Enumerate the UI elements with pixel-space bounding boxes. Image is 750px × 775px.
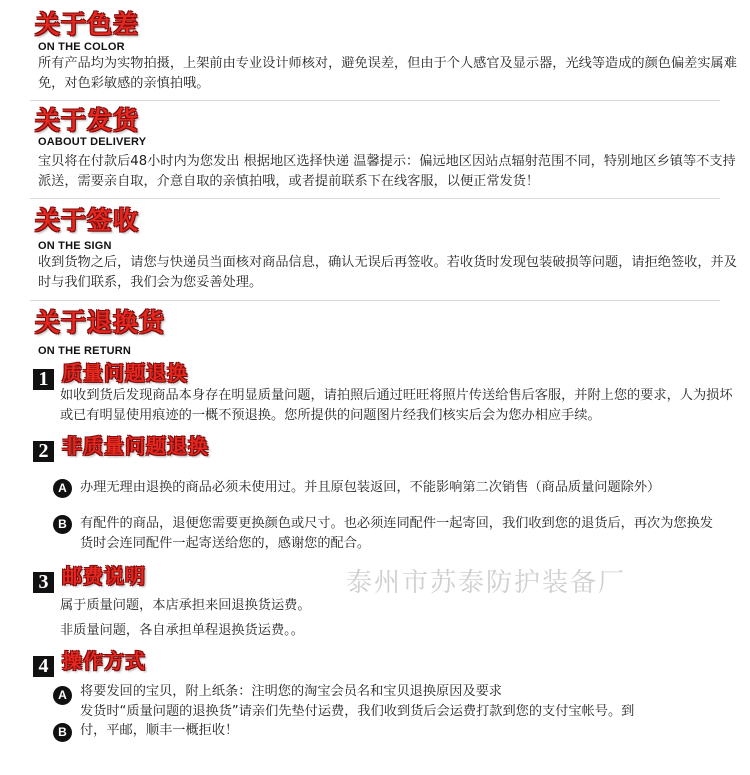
color-subtitle: ON THE COLOR [38, 41, 125, 53]
delivery-text: 宝贝将在付款后48小时内为您发出 根据地区选择快递 温馨提示：偏远地区因站点辐射范围不同，特别地区乡镇等不支持派送，需要亲自取，介意自取的亲慎拍哦，或者提前联系下在线客服，以便正常发货！ [38, 154, 736, 189]
color-title: 关于色差 [35, 10, 140, 39]
sign-text: 收到货物之后，请您与快递员当面核对商品信息，确认无误后再签收。若收货时发现包装破损等问题，请拒绝签收，并及时与我们联系，我们会为您妥善处理。 [38, 255, 737, 290]
operation-item-b-line-2: 付，平邮，顺丰一概拒收！ [80, 723, 239, 738]
quality-return-title: 质量问题退换 [62, 361, 188, 385]
section-number-badge: 1 [33, 369, 54, 390]
operation-item-b-line-1: 发货时“质量问题的退换货”请亲们先垫付运费，我们收到货后会运费打款到您的支付宝帐号。到 [80, 704, 635, 719]
non-quality-item-b: 有配件的商品，退便您需要更换颜色或尺寸。也必须连同配件一起寄回，我们收到您的退货后，再次为您换发货时会连同配件一起寄送给您的，感谢您的配合。 [80, 516, 713, 551]
divider [30, 100, 720, 101]
operation-item-a: 将要发回的宝贝，附上纸条：注明您的淘宝会员名和宝贝退换原因及要求 [80, 684, 502, 699]
section-number-badge: 4 [33, 656, 54, 677]
divider [30, 198, 720, 199]
watermark: 泰州市苏泰防护装备厂 [346, 568, 627, 598]
quality-return-text: 如收到货后发现商品本身存在明显质量问题，请拍照后通过旺旺将照片传送给售后客服，并附上您的要求，人为损坏或已有明显使用痕迹的一概不预退换。您所提供的问题图片经我们核实后会为您办相应手续。 [60, 388, 733, 423]
non-quality-item-a: 办理无理由退换的商品必须未使用过。并且原包装返回，不能影响第二次销售（商品质量问题除外） [80, 480, 661, 495]
item-badge-b: B [53, 723, 72, 742]
shipping-fee-line-2: 非质量问题，各自承担单程退换货运费。。 [60, 623, 304, 638]
item-badge-b: B [53, 515, 72, 534]
section-number-badge: 2 [33, 441, 54, 462]
color-text: 所有产品均为实物拍摄，上架前由专业设计师核对，避免误差，但由于个人感官及显示器，光线等造成的颜色偏差实属难免，对色彩敏感的亲慎拍哦。 [38, 56, 737, 91]
item-badge-a: A [53, 479, 72, 498]
return-subtitle: ON THE RETURN [38, 345, 132, 357]
section-number-badge: 3 [33, 572, 54, 593]
sign-title: 关于签收 [35, 206, 140, 235]
divider [30, 300, 720, 301]
shipping-fee-line-1: 属于质量问题，本店承担来回退换货运费。 [60, 598, 311, 613]
delivery-subtitle: OABOUT DELIVERY [38, 136, 147, 148]
delivery-title: 关于发货 [35, 106, 140, 135]
item-badge-a: A [53, 686, 72, 705]
operation-title: 操作方式 [62, 649, 146, 673]
shipping-fee-title: 邮费说明 [62, 564, 146, 588]
sign-subtitle: ON THE SIGN [38, 240, 112, 252]
non-quality-return-title: 非质量问题退换 [62, 434, 209, 458]
return-title: 关于退换货 [35, 308, 166, 337]
